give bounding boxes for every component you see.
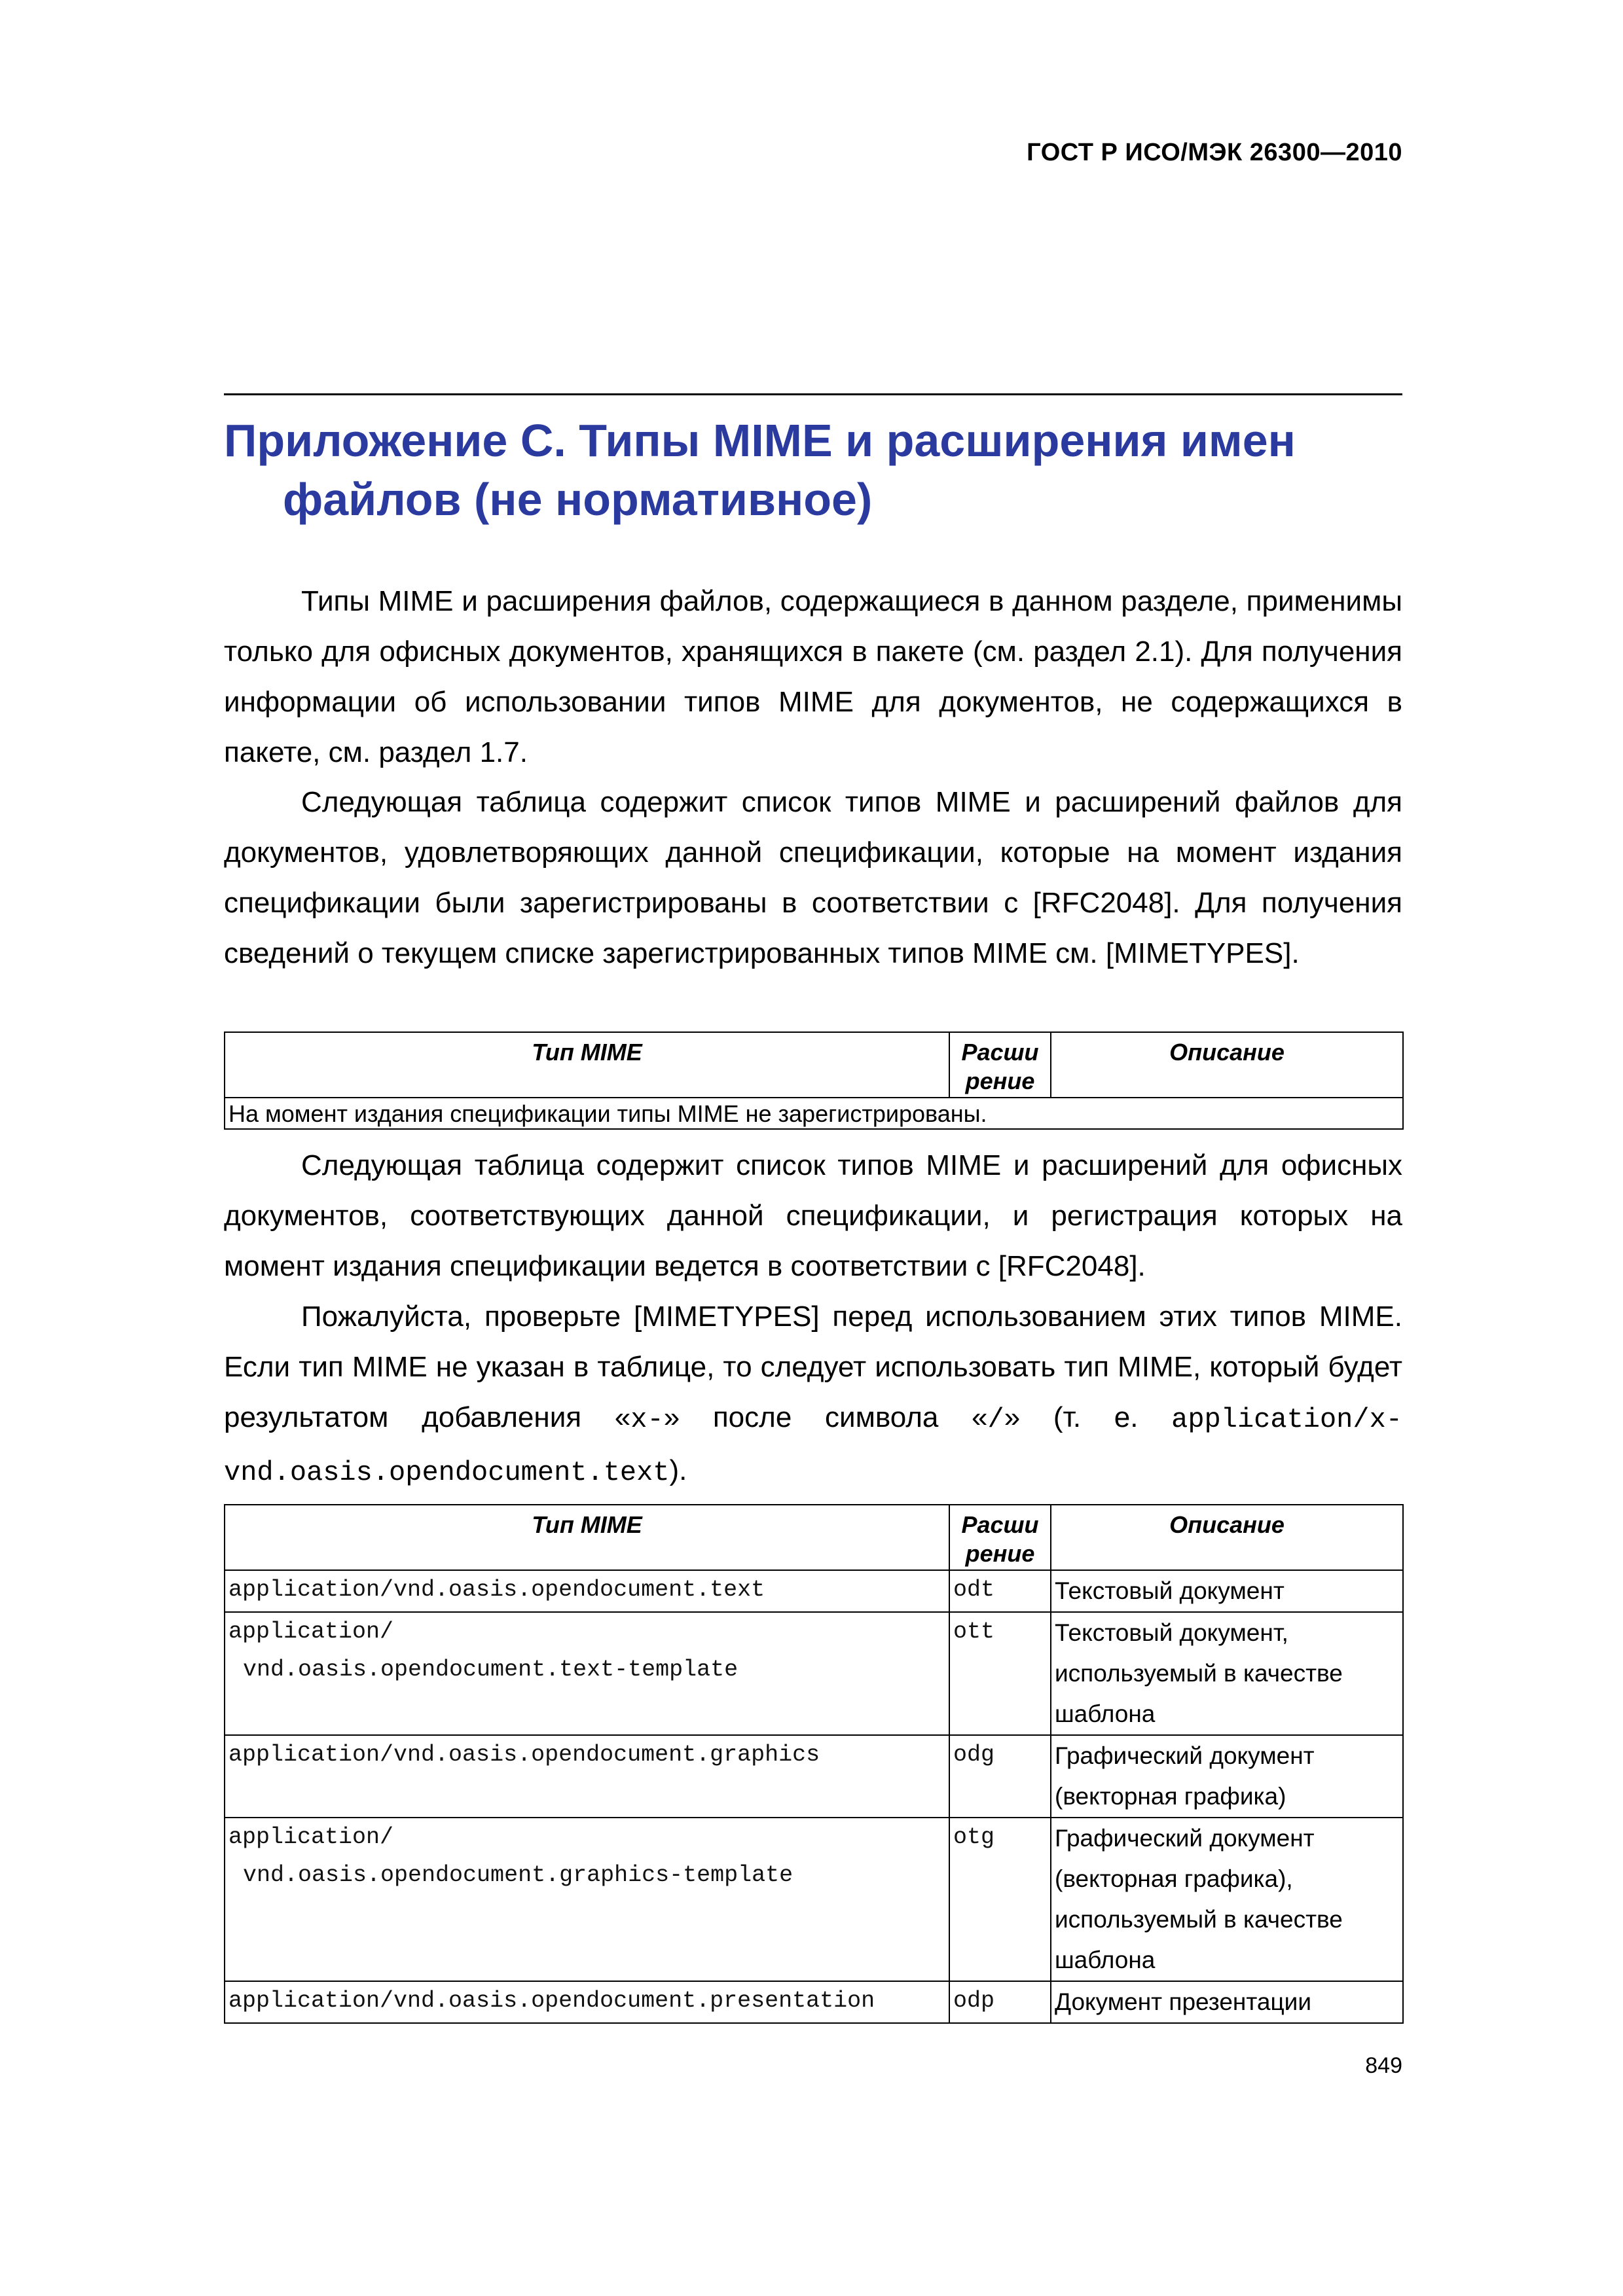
paragraph-1 [224,576,1402,778]
description-line: Текстовый документ [1055,1577,1285,1604]
paragraph-2-text: Следующая таблица содержит список типов MIME и расширений файлов для документов, удовлетворяющих данной спецификации, которые на момент издания спецификации были зарегистрированы в соответствии с [RFC2048]. Для получения сведений о текущем списке зарегистрированных типов MIME см. [MIMETYPES]. [224,786,1402,969]
header-mime-type: Тип MIME [225,1032,949,1098]
code-example-mime: application/x-vnd.oasis.opendocument.text [224,1404,1402,1488]
mime-type-line-1: application/ [228,1619,394,1645]
title-line-1: Приложение С. Типы MIME и расширения имен [224,415,1296,466]
mime-type-line-2: vnd.oasis.opendocument.graphics-template [243,1862,793,1888]
paragraph-4-text: Пожалуйста, проверьте [MIMETYPES] перед использованием этих типов MIME. Если тип MIME не указан в таблице, то следует использовать тип MIME, который будет результатом добавления « [224,1300,1402,1433]
extension-cell: ott [949,1612,1051,1735]
header-description: Описание [1051,1032,1403,1098]
mime-type-cell [225,1981,949,2023]
description-cell [1051,1818,1403,1981]
paragraph-4 [224,1291,1402,1498]
mime-type-line-1: application/vnd.oasis.opendocument.text [228,1577,765,1603]
paragraph-3 [224,1140,1402,1291]
table-row [225,1818,1403,1981]
header-extension-line-2: рение [965,1067,1035,1094]
mime-type-line-1: application/vnd.oasis.opendocument.presentation [228,1988,875,2014]
extension-cell: odt [949,1570,1051,1612]
title-rule [224,393,1402,395]
mime-type-line-1: application/ [228,1824,394,1850]
description-cell [1051,1612,1403,1735]
extension-cell: odg [949,1735,1051,1818]
mime-type-cell [225,1735,949,1818]
appendix-title [224,411,1402,529]
paragraph-1-text: Типы MIME и расширения файлов, содержащиеся в данном разделе, применимы только для офисных документов, хранящихся в пакете (см. раздел 2.1). Для получения информации об использовании типов MIME для документов, не содержащихся в пакете, см. раздел 1.7. [224,585,1402,768]
mime-type-line-1: application/vnd.oasis.opendocument.graphics [228,1742,820,1768]
description-line: шаблона [1055,1700,1156,1727]
title-line-2: файлов (не нормативное) [283,474,873,525]
table-row [225,1612,1403,1735]
description-line: Документ презентации [1055,1988,1311,2015]
header-extension [949,1505,1051,1570]
description-cell [1051,1981,1403,2023]
description-line: шаблона [1055,1946,1156,1973]
description-cell [1051,1735,1403,1818]
description-line: Текстовый документ, [1055,1619,1288,1646]
mime-type-cell [225,1612,949,1735]
mime-table-registered [224,1031,1404,1130]
header-mime-type: Тип MIME [225,1505,949,1570]
table-row [225,1570,1403,1612]
header-description: Описание [1051,1505,1403,1570]
description-cell [1051,1570,1403,1612]
paragraph-3-text: Следующая таблица содержит список типов MIME и расширений для офисных документов, соответствующих данной спецификации, и регистрация которых на момент издания спецификации ведется в соответствии с [RFC2048]. [224,1149,1402,1282]
table-header-row [225,1505,1403,1570]
description-line: Графический документ [1055,1742,1315,1769]
code-x-prefix: x- [630,1404,664,1435]
standard-header: ГОСТ Р ИСО/МЭК 26300—2010 [1027,139,1402,166]
mime-type-cell [225,1818,949,1981]
mime-type-line-2: vnd.oasis.opendocument.text-template [243,1657,739,1683]
header-extension-line-2: рение [965,1540,1035,1567]
table-row [225,1735,1403,1818]
mime-type-cell [225,1570,949,1612]
paragraph-2 [224,777,1402,978]
code-slash: / [987,1404,1004,1435]
table-header-row [225,1032,1403,1098]
paragraph-4-text-4: ). [669,1454,687,1486]
description-line: используемый в качестве [1055,1660,1343,1687]
header-extension-line-1: Расши [961,1039,1039,1066]
table-row [225,1098,1403,1129]
description-line: Графический документ [1055,1825,1315,1852]
table-note: На момент издания спецификации типы MIME не зарегистрированы. [225,1098,1403,1129]
mime-table-pending [224,1504,1404,2024]
header-extension-line-1: Расши [961,1511,1039,1538]
table-row [225,1981,1403,2023]
paragraph-4-text-2: » после символа « [663,1401,988,1433]
paragraph-4-text-3: » (т. е. [1004,1401,1172,1433]
page-number: 849 [1365,2053,1402,2078]
extension-cell: otg [949,1818,1051,1981]
description-line: используемый в качестве [1055,1906,1343,1933]
header-extension [949,1032,1051,1098]
extension-cell: odp [949,1981,1051,2023]
description-line: (векторная графика), [1055,1865,1293,1892]
description-line: (векторная графика) [1055,1783,1286,1810]
